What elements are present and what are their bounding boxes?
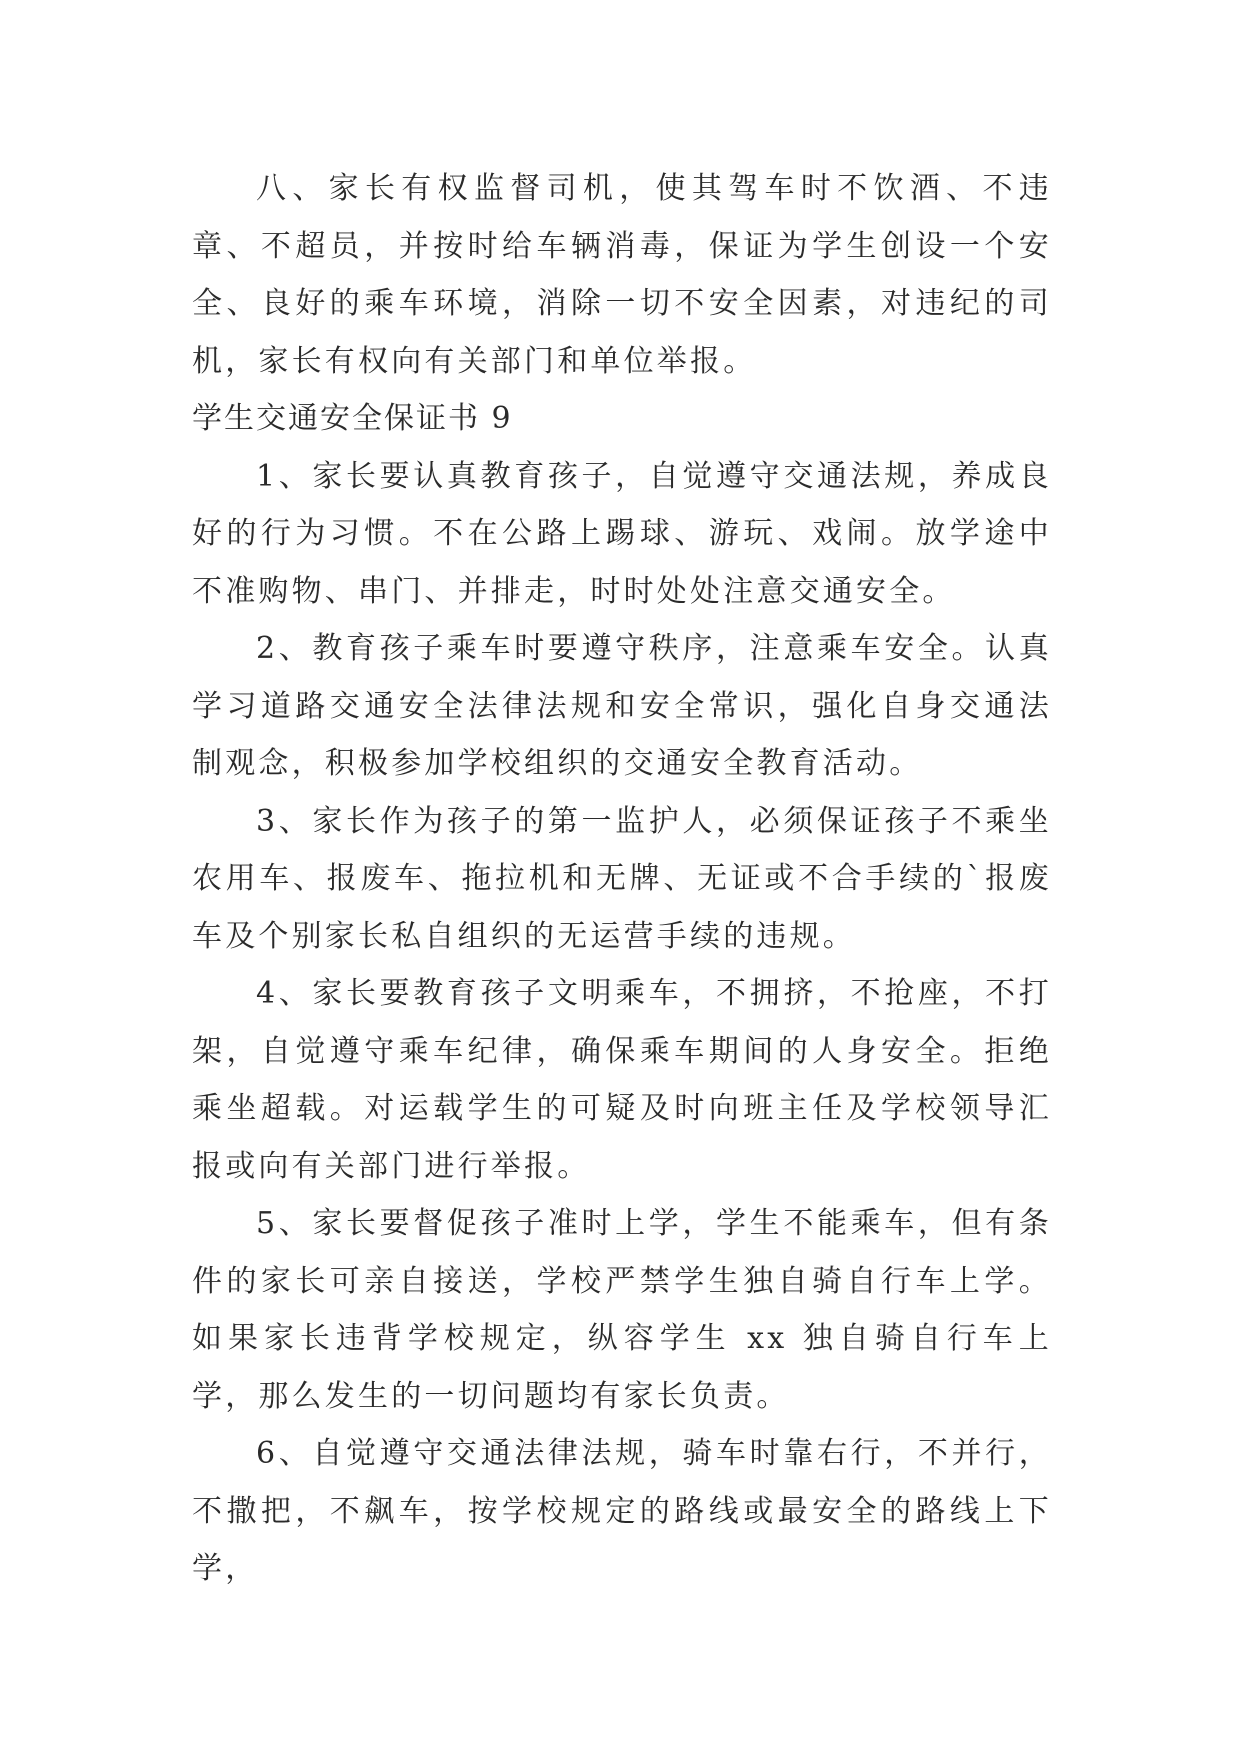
- paragraph-item-5: 5、家长要督促孩子准时上学，学生不能乘车，但有条件的家长可亲自接送，学校严禁学生独自骑自行车上学。如果家长违背学校规定，纵容学生 xx 独自骑自行车上学，那么发生的一切问题均有家长负责。: [192, 1206, 1052, 1414]
- paragraph-item-1: 1、家长要认真教育孩子，自觉遵守交通法规，养成良好的行为习惯。不在公路上踢球、游玩、戏闹。放学途中不准购物、串门、并排走，时时处处注意交通安全。: [192, 458, 1052, 609]
- paragraph-item-3: 3、家长作为孩子的第一监护人，必须保证孩子不乘坐农用车、报废车、拖拉机和无牌、无证或不合手续的`报废车及个别家长私自组织的无运营手续的违规。: [192, 803, 1052, 954]
- paragraph-item-2: 2、教育孩子乘车时要遵守秩序，注意乘车安全。认真学习道路交通安全法律法规和安全常识，强化自身交通法制观念，积极参加学校组织的交通安全教育活动。: [192, 631, 1052, 781]
- section-heading: 学生交通安全保证书 9: [192, 401, 513, 436]
- paragraph-item-6: 6、自觉遵守交通法律法规，骑车时靠右行，不并行，不撒把，不飙车，按学校规定的路线或最安全的路线上下学，: [192, 1436, 1052, 1586]
- document-body: [192, 160, 1052, 1598]
- paragraph-item-4: 4、家长要教育孩子文明乘车，不拥挤，不抢座，不打架，自觉遵守乘车纪律，确保乘车期间的人身安全。拒绝乘坐超载。对运载学生的可疑及时向班主任及学校领导汇报或向有关部门进行举报。: [192, 976, 1052, 1184]
- paragraph-item-8: 八、家长有权监督司机，使其驾车时不饮酒、不违章、不超员，并按时给车辆消毒，保证为学生创设一个安全、良好的乘车环境，消除一切不安全因素，对违纪的司机，家长有权向有关部门和单位举报。: [192, 171, 1052, 379]
